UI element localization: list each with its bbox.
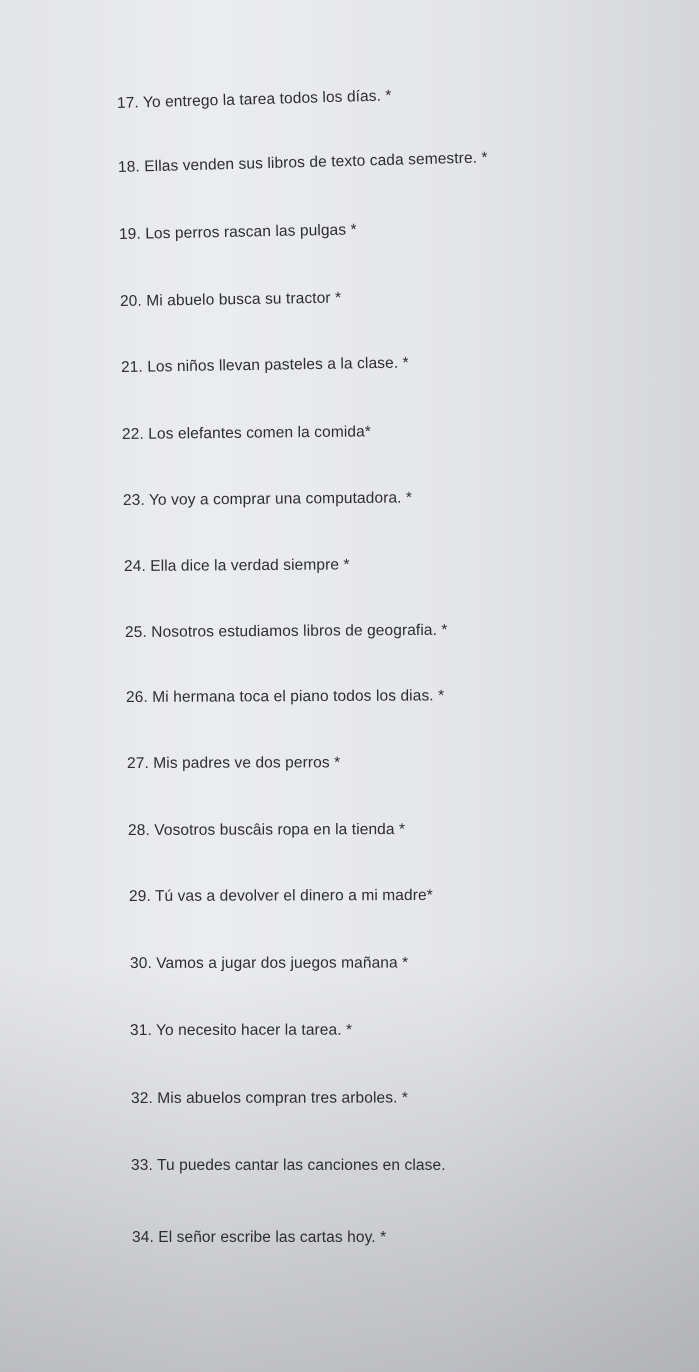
- sentence-31: 31. Yo necesito hacer la tarea. *: [129, 1021, 353, 1039]
- sentence-22: 22. Los elefantes comen la comida*: [121, 423, 372, 443]
- sentence-27: 27. Mis padres ve dos perros *: [126, 754, 341, 772]
- sentence-19: 19. Los perros rascan las pulgas *: [118, 221, 357, 243]
- sentence-33: 33. Tu puedes cantar las canciones en clase.: [131, 1157, 446, 1174]
- sentence-26: 26. Mi hermana toca el piano todos los dias. *: [125, 687, 445, 706]
- sentence-25: 25. Nosotros estudiamos libros de geografia. *: [124, 621, 448, 641]
- sentence-34: 34. El señor escribe las cartas hoy. *: [132, 1229, 387, 1246]
- sentence-18: 18. Ellas venden sus libros de texto cada semestre. *: [117, 149, 488, 176]
- sentence-29: 29. Tú vas a devolver el dinero a mi madre*: [128, 886, 433, 905]
- sentence-28: 28. Vosotros buscâis ropa en la tienda *: [127, 821, 406, 839]
- sentence-30: 30. Vamos a jugar dos juegos mañana *: [129, 954, 409, 972]
- sentence-23: 23. Yo voy a comprar una computadora. *: [122, 489, 413, 509]
- sentence-21: 21. Los niños llevan pasteles a la clase. *: [120, 354, 409, 376]
- sentence-17: 17. Yo entrego la tarea todos los días. *: [116, 87, 392, 112]
- sentence-20: 20. Mi abuelo busca su tractor *: [119, 289, 342, 310]
- sentence-24: 24. Ella dice la verdad siempre *: [123, 556, 350, 575]
- sentence-32: 32. Mis abuelos compran tres arboles. *: [130, 1089, 409, 1107]
